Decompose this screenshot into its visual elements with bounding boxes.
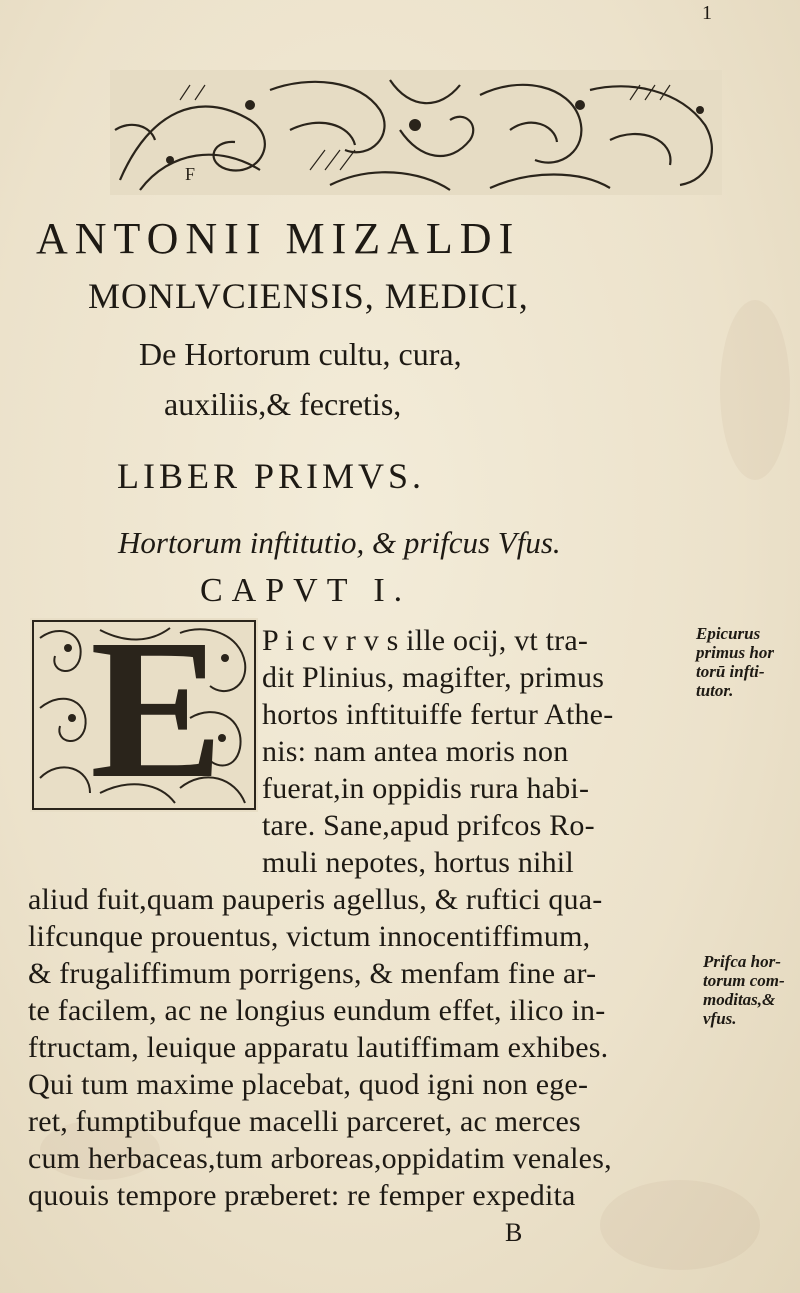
marginal-note-line: torū infti- bbox=[696, 662, 765, 681]
text-line: quouis tempore præberet: re femper expedita bbox=[28, 1179, 576, 1212]
text-line: ret, fumptibufque macelli parceret, ac merces bbox=[28, 1105, 581, 1138]
text-line: cum herbaceas,tum arboreas,oppidatim venales, bbox=[28, 1142, 612, 1175]
marginal-note-line: torum com- bbox=[703, 971, 785, 990]
ornamental-headpiece bbox=[110, 70, 722, 195]
text-line: & frugaliffimum porrigens, & menfam fine ar- bbox=[28, 957, 597, 990]
text-line: lifcunque prouentus, victum innocentiffimum, bbox=[28, 920, 591, 953]
marginal-note-line: primus hor bbox=[696, 643, 774, 662]
chapter-title: Hortorum inftitutio, & prifcus Vfus. bbox=[118, 525, 561, 560]
marginal-note bbox=[703, 952, 785, 1028]
author-origin: MONLVCIENSIS, MEDICI, bbox=[88, 276, 529, 316]
paper-stain bbox=[720, 300, 790, 480]
book-title: LIBER PRIMVS. bbox=[117, 456, 426, 496]
text-line: muli nepotes, hortus nihil bbox=[262, 846, 574, 879]
marginal-note-line: Epicurus bbox=[696, 624, 761, 643]
text-line: hortos inftituiffe fertur Athe- bbox=[262, 698, 614, 731]
text-line: nis: nam antea moris non bbox=[262, 735, 569, 768]
page-number: 1 bbox=[702, 2, 712, 24]
text-line: Qui tum maxime placebat, quod igni non ege- bbox=[28, 1068, 589, 1101]
decorated-initial bbox=[30, 618, 258, 812]
paper-stain bbox=[600, 1180, 760, 1270]
headpiece-letter: F bbox=[185, 164, 196, 184]
marginal-note-line: moditas,& bbox=[703, 990, 776, 1009]
marginal-note bbox=[696, 624, 774, 700]
chapter-number: CAPVT I. bbox=[200, 572, 412, 609]
marginal-note-line: tutor. bbox=[696, 681, 734, 700]
subtitle-line-1: De Hortorum cultu, cura, bbox=[139, 336, 462, 372]
author-name: ANTONII MIZALDI bbox=[36, 214, 521, 263]
text-line: te facilem, ac ne longius eundum effet, ilico in- bbox=[28, 994, 606, 1027]
text-line: P i c v r v s ille ocij, vt tra- bbox=[262, 624, 589, 657]
text-line: aliud fuit,quam pauperis agellus, & ruftici qua- bbox=[28, 883, 603, 916]
text-line: dit Plinius, magifter, primus bbox=[262, 661, 605, 694]
signature-mark: B bbox=[505, 1218, 523, 1247]
initial-letter: E bbox=[90, 618, 224, 812]
subtitle-line-2: auxiliis,& fecretis, bbox=[164, 386, 402, 422]
text-line: ftructam, leuique apparatu lautiffimam exhibes. bbox=[28, 1031, 609, 1064]
text-line: fuerat,in oppidis rura habi- bbox=[262, 772, 590, 805]
marginal-note-line: Prifca hor- bbox=[703, 952, 781, 971]
marginal-note-line: vfus. bbox=[703, 1009, 737, 1028]
text-line: tare. Sane,apud prifcos Ro- bbox=[262, 809, 595, 842]
